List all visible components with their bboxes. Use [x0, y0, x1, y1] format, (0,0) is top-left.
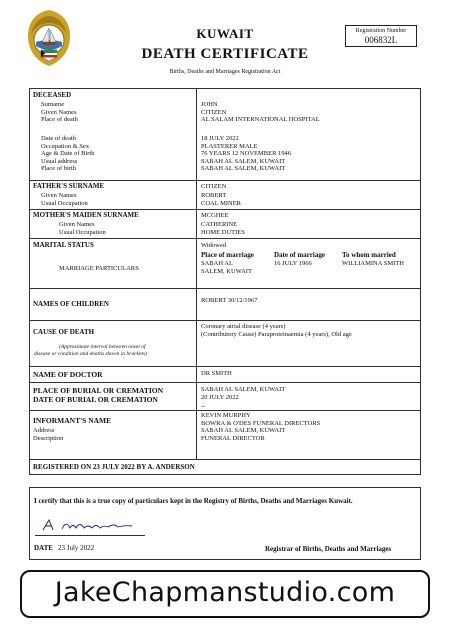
informant-section — [30, 410, 420, 459]
signature-icon — [40, 518, 140, 532]
deceased-date-of-death: 18 JULY 2022 — [201, 135, 239, 142]
burial-place: SABAH AL SALEM, KUWAIT — [201, 386, 286, 393]
cause-primary: Coronary atrial disease (4 years) — [201, 323, 286, 330]
marital-status-value: Widowed — [201, 242, 227, 249]
deceased-label: Given Names — [41, 108, 77, 116]
certification-box — [29, 487, 421, 560]
father-heading: FATHER'S SURNAME — [33, 182, 105, 190]
children-section — [30, 288, 420, 320]
act-subtitle: Births, Deaths and Marriages Registration Act — [169, 69, 281, 75]
deceased-label: Place of birth — [41, 165, 77, 172]
informant-description: FUNERAL DIRECTOR — [201, 435, 265, 442]
registered-statement: REGISTERED ON 23 JULY 2022 BY A. ANDERSON — [33, 463, 195, 471]
registration-number: 006832L — [364, 35, 398, 45]
informant-name: KEVIN MURPHY — [201, 412, 251, 419]
deceased-label: Surname — [41, 101, 65, 108]
informant-address: SABAH AL SALEM, KUWAIT — [201, 427, 286, 434]
country-title: KUWAIT — [196, 26, 254, 41]
cause-section — [30, 320, 420, 366]
mother-section — [30, 209, 420, 238]
certification-date-label: DATE — [34, 544, 53, 552]
informant-company: BOWRA & O'DES FUNERAL DIRECTORS — [201, 419, 321, 427]
informant-heading: INFORMANT'S NAME — [33, 416, 112, 425]
father-surname: CITIZEN — [201, 183, 227, 190]
children-names: ROBERT 30/12/1967 — [201, 297, 258, 304]
deceased-label: Usual address — [41, 157, 78, 165]
burial-place-heading: PLACE OF BURIAL OR CREMATION — [33, 386, 164, 395]
burial-section — [30, 382, 420, 410]
cause-note-line2: disease or condition and deaths shown in brackets) — [34, 351, 147, 357]
deceased-label: Place of death — [41, 116, 78, 123]
children-heading: NAMES OF CHILDREN — [33, 300, 109, 308]
deceased-section — [30, 89, 420, 180]
mother-maiden-surname: MCGHEE — [201, 212, 229, 219]
registration-label: Registration Number — [355, 28, 407, 34]
cause-note: (Approximate interval between onset of — [59, 344, 146, 350]
deceased-heading: DECEASED — [33, 91, 72, 99]
watermark-banner: JakeChapmanstudio.com — [20, 570, 430, 618]
certificate-header — [100, 26, 350, 75]
date-of-marriage-header: Date of marriage — [274, 251, 325, 259]
spouse-name: WILLIAMINA SMITH — [342, 260, 404, 267]
deceased-age-dob: 76 YEARS 12 NOVEMBER 1946 — [201, 150, 292, 157]
burial-date-heading: DATE OF BURIAL OR CREMATION — [33, 395, 158, 404]
certificate-title: DEATH CERTIFICATE — [141, 46, 309, 62]
place-of-marriage-line2: SALEM, KUWAIT — [201, 267, 252, 275]
mother-given-names: CATHERINE — [201, 221, 238, 228]
doctor-name: DR SMITH — [201, 370, 232, 377]
doctor-heading: NAME OF DOCTOR — [33, 370, 103, 379]
father-label: Given Names — [41, 192, 77, 199]
cause-heading: CAUSE OF DEATH — [33, 328, 95, 336]
deceased-usual-address: SABAH AL SALEM, KUWAIT — [201, 157, 286, 165]
marital-heading: MARITAL STATUS — [33, 241, 94, 249]
mother-label: Given Names — [59, 221, 95, 228]
place-of-marriage: SABAH AL — [201, 260, 233, 267]
registered-section — [30, 459, 420, 474]
kuwait-emblem-icon — [24, 8, 74, 70]
deceased-label: Occupation & Sex — [41, 142, 90, 150]
deceased-surname: JOHN — [201, 101, 218, 108]
signature-line — [35, 535, 145, 536]
father-label: Usual Occupation — [41, 199, 88, 207]
burial-date: 20 JULY 2022 — [201, 393, 239, 401]
informant-label: Description — [33, 435, 64, 442]
deceased-place-of-birth: SABAH AL SALEM, KUWAIT — [201, 165, 286, 172]
father-occupation: COAL MINER — [201, 199, 242, 207]
father-section — [30, 180, 420, 209]
to-whom-married-header: To whom married — [342, 251, 396, 259]
marriage-particulars-label: MARRIAGE PARTICULARS — [59, 265, 139, 272]
deceased-label: Age & Date of Birth — [41, 150, 95, 157]
certification-statement: I certify that this is a true copy of particulars kept in the Registry of Births, Deaths and Marriages Kuwait. — [34, 497, 353, 505]
father-given-names: ROBERT — [201, 192, 227, 199]
certificate-details-table — [29, 88, 421, 475]
mother-label: Usual Occupation — [59, 228, 106, 236]
date-of-marriage: 16 JULY 1966 — [274, 260, 312, 267]
registrar-title: Registrar of Births, Deaths and Marriages — [265, 545, 392, 553]
registration-box — [345, 25, 417, 47]
mother-occupation: HOME DUTIES — [201, 228, 245, 236]
deceased-place-of-death: AL SALAM INTERNATIONAL HOSPITAL — [201, 116, 320, 123]
cause-contributory: (Contributory Cause) Paraproteinaemia (4 years), Old age — [201, 330, 352, 338]
marital-section — [30, 238, 420, 288]
place-of-marriage-header: Place of marriage — [201, 251, 254, 259]
deceased-occupation-sex: PLASTERER MALE — [201, 142, 258, 150]
doctor-section — [30, 366, 420, 382]
informant-label: Address — [33, 427, 55, 434]
certification-date: 23 July 2022 — [58, 544, 95, 552]
mother-heading: MOTHER'S MAIDEN SURNAME — [33, 211, 139, 219]
deceased-given-names: CITIZEN — [201, 108, 227, 116]
burial-dash: -- — [201, 403, 206, 410]
deceased-label: Date of death — [41, 135, 77, 142]
